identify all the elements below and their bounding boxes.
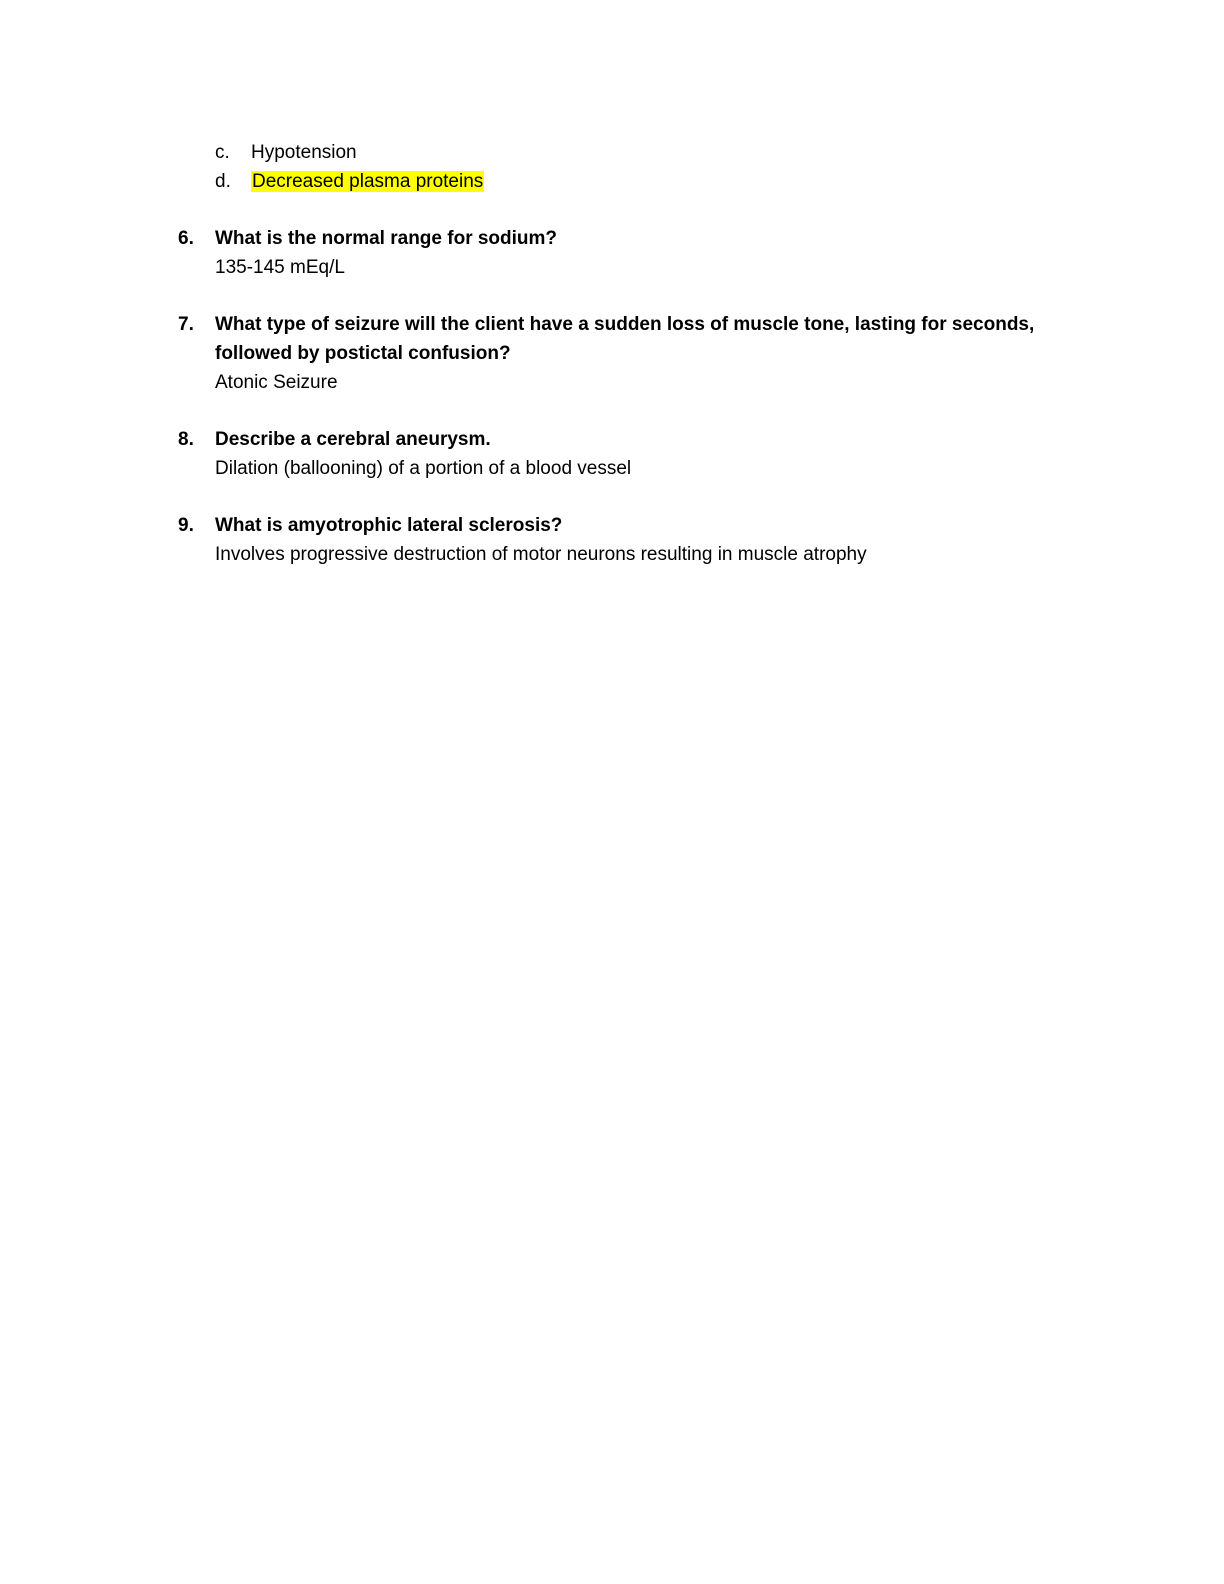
option-c — [215, 138, 357, 167]
question-number: 7. — [178, 314, 194, 335]
question-number: 8. — [178, 429, 194, 450]
question-text-line-2: followed by postictal confusion? — [215, 343, 511, 364]
question-text: What is amyotrophic lateral sclerosis? — [215, 515, 563, 536]
question-number: 9. — [178, 515, 194, 536]
answer-text: Involves progressive destruction of motor neurons resulting in muscle atrophy — [215, 544, 867, 565]
question-text: What is the normal range for sodium? — [215, 228, 558, 249]
answer-text: Atonic Seizure — [215, 372, 338, 393]
option-d — [215, 167, 484, 196]
option-letter: c. — [215, 142, 230, 163]
option-text: Hypotension — [251, 142, 357, 163]
question-text: Describe a cerebral aneurysm. — [215, 429, 491, 450]
question-6 — [178, 224, 1078, 282]
answer-text: 135-145 mEq/L — [215, 257, 345, 278]
question-number: 6. — [178, 228, 194, 249]
question-8 — [178, 425, 1078, 483]
option-letter: d. — [215, 171, 231, 192]
question-text-line-1: What type of seizure will the client have a sudden loss of muscle tone, lasting for seconds, — [215, 314, 1035, 335]
highlighted-answer-text: Decreased plasma proteins — [252, 171, 484, 192]
question-7 — [178, 310, 1078, 397]
question-9 — [178, 511, 1078, 569]
answer-text: Dilation (ballooning) of a portion of a blood vessel — [215, 458, 632, 479]
